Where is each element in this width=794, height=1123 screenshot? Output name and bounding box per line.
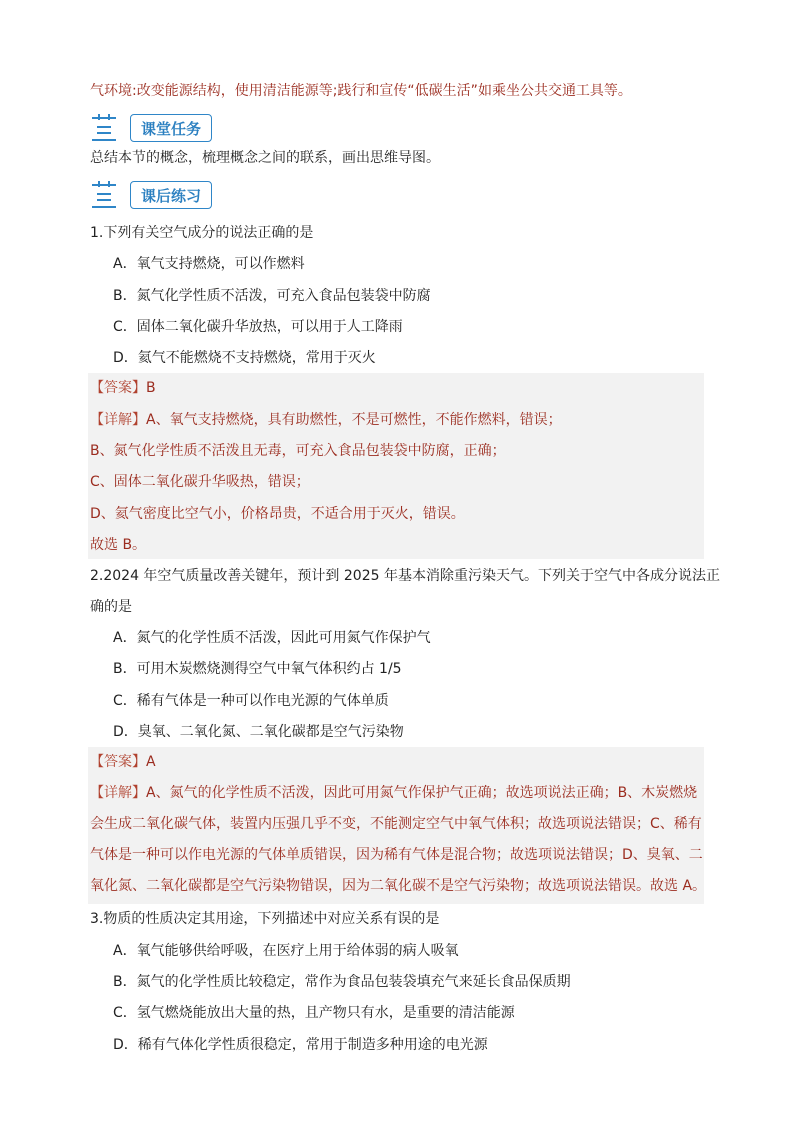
question-1-detail-line: D、氦气密度比空气小，价格昂贵，不适合用于灭火，错误。 xyxy=(90,506,465,522)
section-label-practice: 课后练习 xyxy=(130,181,212,209)
task-text: 总结本节的概念，梳理概念之间的联系，画出思维导图。 xyxy=(90,150,440,166)
question-2-option-d: D．臭氧、二氧化氮、二氧化碳都是空气污染物 xyxy=(113,724,404,740)
question-2-option-b: B．可用木炭燃烧测得空气中氧气体积约占 1/5 xyxy=(113,661,402,677)
question-2-option-a: A．氮气的化学性质不活泼，因此可用氮气作保护气 xyxy=(113,630,431,646)
question-2-detail: 【详解】A、氮气的化学性质不活泼，因此可用氮气作保护气正确；故选项说法正确；B、木炭燃烧 会生成二氧化碳气体，装置内压强几乎不变，不能测定空气中氧气体积；故选项说法错误；C、稀有 气体是一种可以作电光源的气体单质错误，因为稀有气体是混合物；故选项说法错误；D、臭氧、二 氧化氮、二氧化碳都是空气污染物错误，因为二氧化碳不是空气污染物；故选项说法错误。故选 A。 xyxy=(90,785,707,894)
list-icon xyxy=(90,114,118,142)
question-1-option-d: D．氦气不能燃烧不支持燃烧，常用于灭火 xyxy=(113,350,376,366)
question-2-stem-line-2: 确的是 xyxy=(90,599,132,615)
question-3-option-b: B．氮气的化学性质比较稳定，常作为食品包装袋填充气来延长食品保质期 xyxy=(113,974,571,990)
question-1-detail-line: 【详解】A、氧气支持燃烧，具有助燃性，不是可燃性，不能作燃料，错误； xyxy=(90,412,562,428)
question-1-answer: 【答案】B xyxy=(90,380,156,396)
question-1-detail-line: B、氮气化学性质不活泼且无毒，可充入食品包装袋中防腐，正确； xyxy=(90,443,506,459)
section-header-practice xyxy=(90,180,212,210)
intro-line: 气环境:改变能源结构，使用清洁能源等;践行和宣传“低碳生活”如乘坐公共交通工具等。 xyxy=(90,83,632,99)
question-3-stem: 3.物质的性质决定其用途，下列描述中对应关系有误的是 xyxy=(90,911,440,927)
question-1-answer-block xyxy=(88,373,704,559)
question-3-option-c: C．氢气燃烧能放出大量的热，且产物只有水，是重要的清洁能源 xyxy=(113,1005,515,1021)
question-1-detail-line: C、固体二氧化碳升华吸热，错误； xyxy=(90,474,310,490)
question-2-answer-block xyxy=(88,747,707,904)
question-2-stem-line-1: 2.2024 年空气质量改善关键年，预计到 2025 年基本消除重污染天气。下列关于空气中各成分说法正 xyxy=(90,568,720,584)
question-2-answer: 【答案】A xyxy=(90,754,156,770)
question-3-option-a: A．氧气能够供给呼吸，在医疗上用于给体弱的病人吸氧 xyxy=(113,943,459,959)
section-header-task xyxy=(90,113,212,143)
question-3-option-d: D．稀有气体化学性质很稳定，常用于制造多种用途的电光源 xyxy=(113,1037,488,1053)
question-1-option-b: B．氮气化学性质不活泼，可充入食品包装袋中防腐 xyxy=(113,288,431,304)
section-label-task: 课堂任务 xyxy=(130,114,212,142)
list-icon xyxy=(90,181,118,209)
question-1-option-c: C．固体二氧化碳升华放热，可以用于人工降雨 xyxy=(113,319,403,335)
question-2-option-c: C．稀有气体是一种可以作电光源的气体单质 xyxy=(113,693,389,709)
question-1-option-a: A．氧气支持燃烧，可以作燃料 xyxy=(113,256,305,272)
question-1-stem: 1.下列有关空气成分的说法正确的是 xyxy=(90,225,314,241)
question-1-detail-line: 故选 B。 xyxy=(90,537,147,553)
